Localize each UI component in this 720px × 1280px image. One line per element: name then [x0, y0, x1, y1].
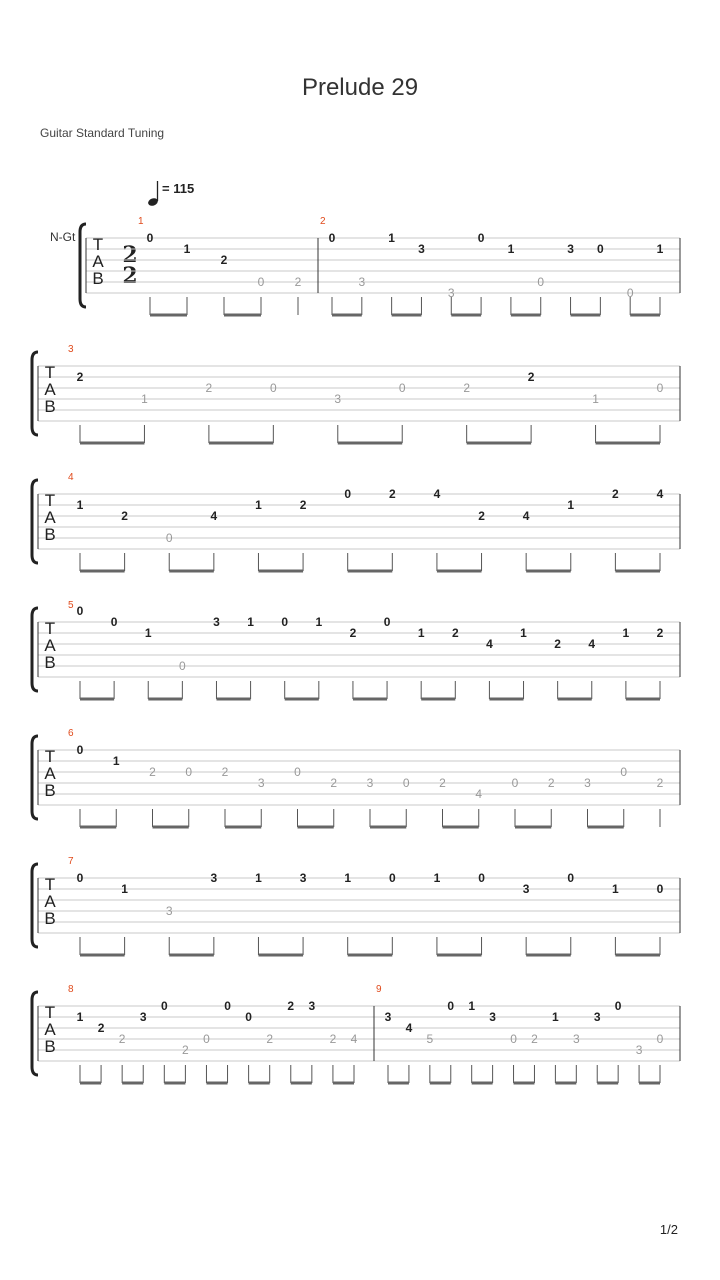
tab-clef-letter: B — [44, 397, 56, 416]
tab-clef-letter: A — [44, 380, 56, 399]
instrument-label: N-Gt — [50, 230, 76, 244]
fret-number: 0 — [257, 275, 265, 289]
system-bracket — [32, 480, 38, 563]
tab-clef-letter: B — [44, 525, 56, 544]
fret-number: 3 — [257, 776, 265, 790]
bar-number: 5 — [68, 600, 74, 611]
tab-clef-letter: T — [44, 747, 56, 766]
fret-number: 0 — [388, 871, 396, 885]
fret-number: 2 — [439, 776, 446, 790]
fret-number: 0 — [344, 487, 352, 501]
fret-number: 1 — [417, 626, 425, 640]
fret-number: 0 — [165, 531, 173, 545]
fret-number: 0 — [656, 882, 664, 896]
system-bracket — [32, 608, 38, 691]
system-bracket — [80, 224, 86, 307]
tab-system — [32, 856, 680, 955]
page-number: 1/2 — [659, 1222, 678, 1237]
system-bracket — [32, 864, 38, 947]
fret-number: 1 — [507, 242, 515, 256]
tab-clef-letter: T — [44, 363, 56, 382]
fret-number: 4 — [475, 787, 483, 801]
fret-number: 0 — [328, 231, 336, 245]
fret-number: 0 — [76, 743, 84, 757]
fret-number: 0 — [477, 231, 485, 245]
fret-number: 3 — [366, 776, 374, 790]
bar-number: 9 — [376, 984, 382, 995]
fret-number: 4 — [210, 509, 218, 523]
bar-number: 7 — [68, 856, 74, 867]
fret-number: 3 — [334, 392, 342, 406]
fret-number: 0 — [203, 1032, 210, 1046]
fret-number: 1 — [520, 626, 527, 640]
fret-number: 0 — [656, 381, 664, 395]
fret-number: 2 — [205, 381, 213, 395]
fret-number: 2 — [547, 776, 555, 790]
tab-clef-letter: B — [44, 909, 56, 928]
fret-number: 0 — [76, 871, 84, 885]
fret-number: 2 — [266, 1032, 274, 1046]
fret-number: 1 — [255, 871, 262, 885]
fret-number: 1 — [141, 392, 148, 406]
fret-number: 3 — [165, 904, 173, 918]
time-sig-bottom: 2 — [122, 263, 138, 289]
bar-number: 6 — [68, 728, 74, 739]
tab-clef-letter: T — [92, 235, 104, 254]
fret-number: 0 — [76, 604, 84, 618]
fret-number: 3 — [593, 1010, 601, 1024]
fret-number: 4 — [486, 637, 493, 651]
tab-system — [32, 984, 680, 1083]
bar-number: 3 — [68, 344, 74, 355]
fret-number: 2 — [478, 509, 485, 523]
fret-number: 1 — [76, 498, 84, 512]
fret-number: 0 — [597, 242, 604, 256]
fret-number: 0 — [511, 776, 519, 790]
fret-number: 2 — [220, 253, 228, 267]
tuning-label: Guitar Standard Tuning — [40, 126, 165, 140]
fret-number: 2 — [182, 1043, 189, 1057]
time-sig-top: 2 — [122, 242, 138, 268]
tab-clef-letter: B — [92, 269, 104, 288]
system-bracket — [32, 352, 38, 435]
fret-number: 2 — [294, 275, 302, 289]
fret-number: 4 — [588, 637, 596, 651]
fret-number: 0 — [179, 659, 186, 673]
system-bracket — [32, 736, 38, 819]
fret-number: 1 — [622, 626, 630, 640]
fret-number: 2 — [388, 487, 396, 501]
fret-number: 2 — [118, 1032, 126, 1046]
bar-number: 1 — [138, 216, 144, 227]
system-bracket — [32, 992, 38, 1075]
fret-number: 3 — [139, 1010, 147, 1024]
fret-number: 1 — [344, 871, 352, 885]
fret-number: 3 — [418, 242, 425, 256]
fret-number: 0 — [269, 381, 277, 395]
tab-clef-letter: B — [44, 653, 56, 672]
fret-number: 3 — [635, 1043, 643, 1057]
fret-number: 1 — [183, 242, 191, 256]
fret-number: 0 — [567, 871, 575, 885]
fret-number: 4 — [350, 1032, 358, 1046]
fret-number: 1 — [255, 498, 262, 512]
fret-number: 2 — [330, 776, 338, 790]
fret-number: 3 — [447, 286, 455, 300]
fret-number: 0 — [537, 275, 545, 289]
fret-number: 1 — [656, 242, 664, 256]
bar-number: 4 — [68, 472, 74, 483]
fret-number: 1 — [144, 626, 152, 640]
fret-number: 2 — [451, 626, 459, 640]
bar-number: 8 — [68, 984, 74, 995]
fret-number: 0 — [281, 615, 289, 629]
fret-number: 1 — [567, 498, 575, 512]
tempo-marking — [147, 181, 194, 207]
fret-number: 0 — [294, 765, 301, 779]
fret-number: 1 — [247, 615, 254, 629]
fret-number: 0 — [146, 231, 154, 245]
tab-system — [32, 600, 680, 699]
fret-number: 2 — [531, 1032, 538, 1046]
fret-number: 3 — [567, 242, 574, 256]
fret-number: 1 — [612, 882, 619, 896]
tab-clef-letter: T — [44, 1003, 56, 1022]
fret-number: 4 — [433, 487, 441, 501]
tab-clef-letter: B — [44, 1037, 56, 1056]
fret-number: 2 — [97, 1021, 105, 1035]
tab-clef-letter: A — [44, 1020, 56, 1039]
fret-number: 0 — [224, 999, 231, 1013]
fret-number: 0 — [245, 1010, 252, 1024]
tab-system — [80, 216, 680, 315]
fret-number: 0 — [447, 999, 455, 1013]
fret-number: 3 — [213, 615, 220, 629]
tab-clef-letter: A — [44, 636, 56, 655]
fret-number: 3 — [489, 1010, 496, 1024]
fret-number: 5 — [426, 1032, 434, 1046]
fret-number: 2 — [287, 999, 295, 1013]
tab-clef-letter: B — [44, 781, 56, 800]
fret-number: 1 — [315, 615, 323, 629]
tab-systems — [32, 216, 680, 1083]
tempo-value: = 115 — [162, 181, 195, 196]
tab-clef-letter: T — [44, 619, 56, 638]
fret-number: 3 — [210, 871, 218, 885]
fret-number: 2 — [299, 498, 307, 512]
fret-number: 2 — [554, 637, 561, 651]
tab-clef-letter: A — [44, 764, 56, 783]
fret-number: 0 — [398, 381, 406, 395]
tab-clef-letter: A — [44, 892, 56, 911]
fret-number: 1 — [433, 871, 441, 885]
fret-number: 3 — [384, 1010, 392, 1024]
fret-number: 2 — [612, 487, 619, 501]
fret-number: 4 — [522, 509, 530, 523]
tab-system — [32, 472, 680, 571]
fret-number: 1 — [76, 1010, 84, 1024]
fret-number: 0 — [185, 765, 193, 779]
fret-number: 2 — [221, 765, 229, 779]
fret-number: 2 — [349, 626, 357, 640]
fret-number: 1 — [592, 392, 599, 406]
fret-number: 3 — [358, 275, 366, 289]
tab-clef-letter: A — [92, 252, 104, 271]
bar-number: 2 — [320, 216, 326, 227]
tab-clef-letter: A — [44, 508, 56, 527]
fret-number: 0 — [656, 1032, 664, 1046]
fret-number: 0 — [402, 776, 410, 790]
fret-number: 2 — [527, 370, 535, 384]
fret-number: 2 — [656, 626, 664, 640]
fret-number: 0 — [626, 286, 634, 300]
tab-clef-letter: T — [44, 491, 56, 510]
fret-number: 1 — [552, 1010, 559, 1024]
fret-number: 0 — [478, 871, 485, 885]
score-title: Prelude 29 — [301, 74, 419, 101]
fret-number: 3 — [572, 1032, 580, 1046]
fret-number: 1 — [388, 231, 395, 245]
fret-number: 4 — [656, 487, 664, 501]
fret-number: 0 — [510, 1032, 517, 1046]
fret-number: 3 — [299, 871, 307, 885]
fret-number: 1 — [112, 754, 120, 768]
fret-number: 3 — [584, 776, 591, 790]
tab-system — [32, 728, 680, 827]
fret-number: 2 — [76, 370, 84, 384]
fret-number: 2 — [329, 1032, 337, 1046]
tab-clef-letter: T — [44, 875, 56, 894]
fret-number: 2 — [149, 765, 156, 779]
fret-number: 2 — [463, 381, 471, 395]
tab-system — [32, 344, 680, 443]
fret-number: 2 — [121, 509, 128, 523]
fret-number: 2 — [656, 776, 664, 790]
fret-number: 0 — [620, 765, 628, 779]
fret-number: 0 — [160, 999, 168, 1013]
fret-number: 4 — [405, 1021, 413, 1035]
fret-number: 3 — [522, 882, 530, 896]
fret-number: 1 — [121, 882, 128, 896]
fret-number: 0 — [383, 615, 391, 629]
fret-number: 1 — [468, 999, 476, 1013]
fret-number: 0 — [110, 615, 118, 629]
fret-number: 0 — [614, 999, 622, 1013]
fret-number: 3 — [308, 999, 316, 1013]
